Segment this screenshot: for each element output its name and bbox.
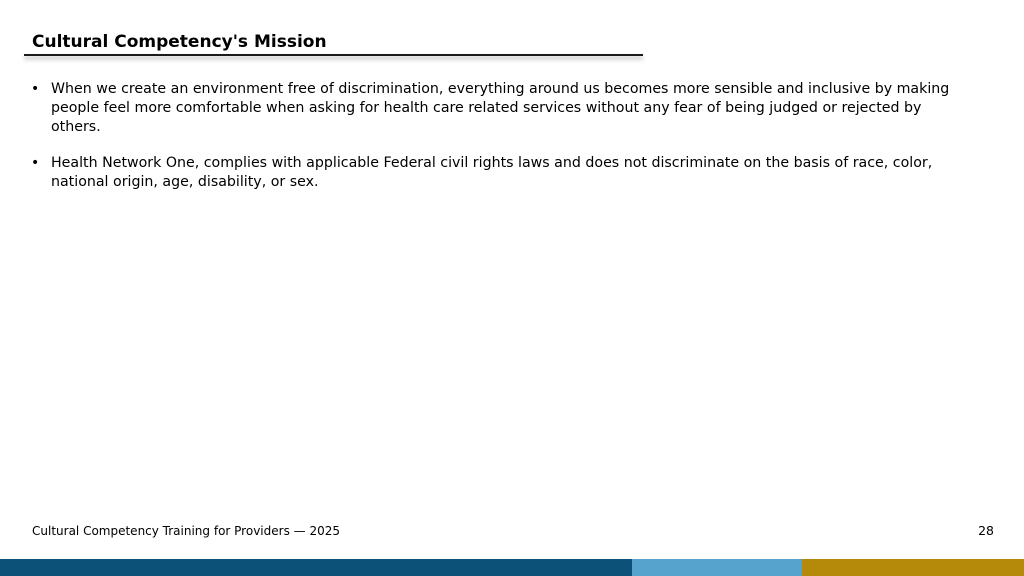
bullet-item <box>31 154 961 192</box>
bullet-text: When we create an environment free of discrimination, everything around us becomes more sensible and inclusive by making people feel more comfortable when asking for health care related services without any fear of being judged or rejected by others. <box>51 81 950 135</box>
footer-text: Cultural Competency Training for Providers — 2025 <box>32 524 340 538</box>
bullet-icon: • <box>31 155 40 171</box>
bullet-list <box>31 80 961 209</box>
page-number: 28 <box>978 523 994 538</box>
footer-bar-light-blue-segment <box>632 559 802 576</box>
title-underline <box>24 54 643 56</box>
footer-color-bar <box>0 559 1024 576</box>
slide-title: Cultural Competency's Mission <box>32 32 327 52</box>
bullet-text: Health Network One, complies with applicable Federal civil rights laws and does not discriminate on the basis of race, color, national origin, age, disability, or sex. <box>51 155 933 190</box>
footer-bar-gold-segment <box>802 559 1024 576</box>
title-area <box>24 28 643 58</box>
bullet-item <box>31 80 961 137</box>
bullet-icon: • <box>31 81 40 97</box>
footer-bar-dark-blue-segment <box>0 559 632 576</box>
